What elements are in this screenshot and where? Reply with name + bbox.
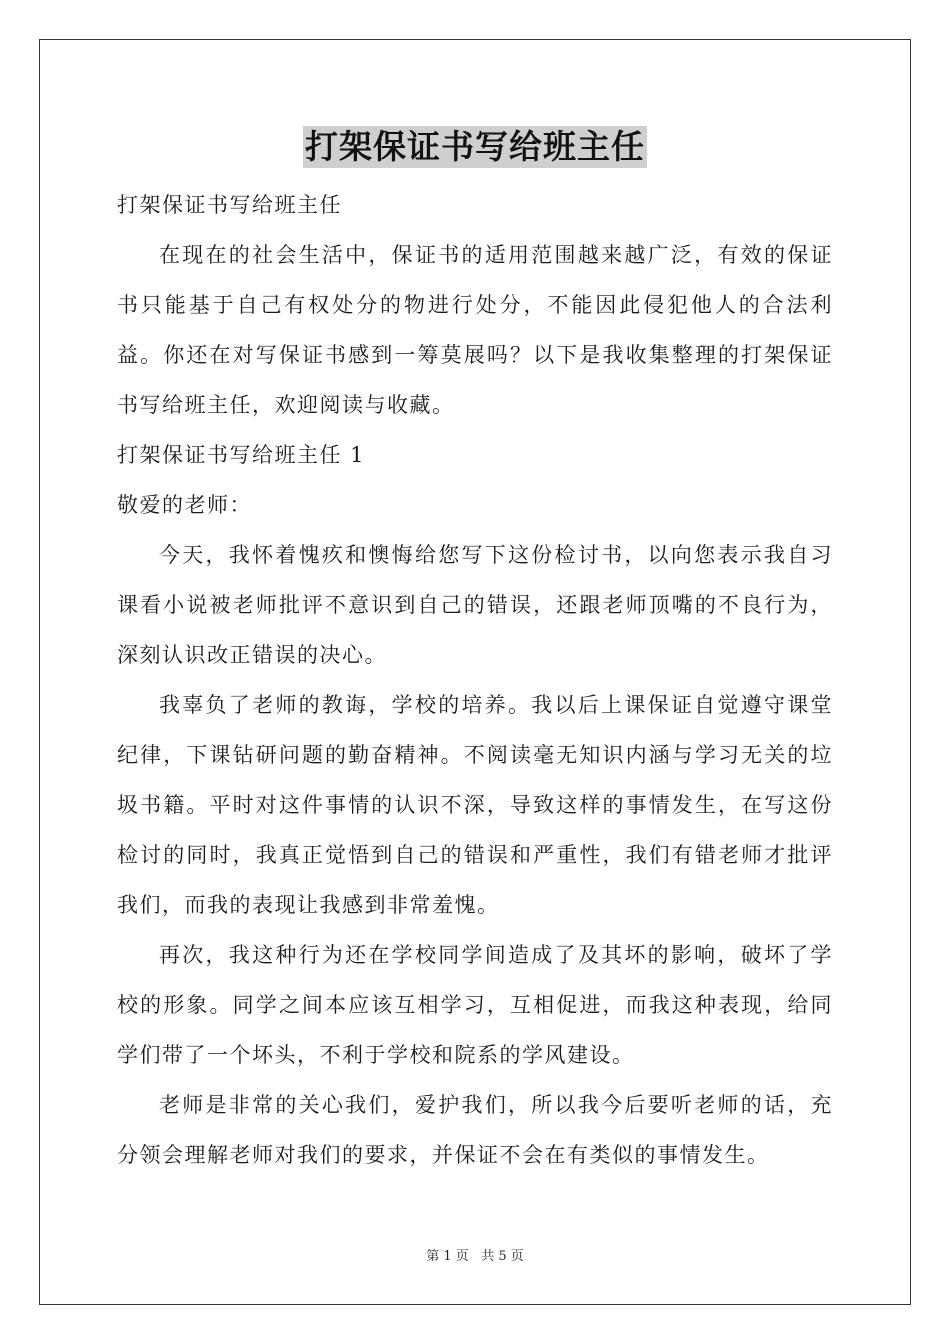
paragraph: 再次，我这种行为还在学校同学间造成了及其坏的影响，破坏了学校的形象。同学之间本应该互相学习，互相促进，而我这种表现，给同学们带了一个坏头，不利于学校和院系的学风建设。: [117, 943, 833, 1067]
paragraph: 老师是非常的关心我们，爱护我们，所以我今后要听老师的话，充分领会理解老师对我们的要求，并保证不会在有类似的事情发生。: [117, 1093, 833, 1167]
document-body: [117, 180, 833, 1180]
paragraph: 在现在的社会生活中，保证书的适用范围越来越广泛，有效的保证书只能基于自己有权处分的物进行处分，不能因此侵犯他人的合法利益。你还在对写保证书感到一筹莫展吗？以下是我收集整理的打架保证书写给班主任，欢迎阅读与收藏。: [117, 243, 833, 417]
paragraph: 敬爱的老师：: [117, 493, 252, 517]
document-title: 打架保证书写给班主任: [305, 127, 645, 166]
page-footer: 第 1 页 共 5 页: [426, 1249, 524, 1264]
title-container: [0, 126, 950, 168]
paragraph: 我辜负了老师的教诲，学校的培养。我以后上课保证自觉遵守课堂纪律，下课钻研问题的勤奋精神。不阅读毫无知识内涵与学习无关的垃圾书籍。平时对这件事情的认识不深，导致这样的事情发生，在写这份检讨的同时，我真正觉悟到自己的错误和严重性，我们有错老师才批评我们，而我的表现让我感到非常羞愧。: [117, 693, 833, 917]
paragraph: 打架保证书写给班主任: [117, 193, 342, 217]
paragraph: 今天，我怀着愧疚和懊悔给您写下这份检讨书，以向您表示我自习课看小说被老师批评不意识到自己的错误，还跟老师顶嘴的不良行为，深刻认识改正错误的决心。: [117, 543, 833, 667]
paragraph: 打架保证书写给班主任 1: [117, 443, 366, 467]
